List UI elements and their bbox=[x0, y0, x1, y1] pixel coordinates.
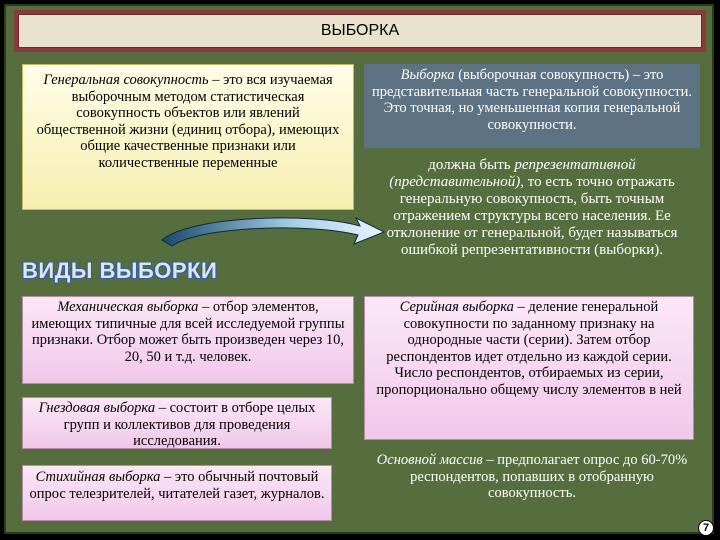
serial-sample-box bbox=[364, 296, 694, 440]
spontaneous-sample-box bbox=[22, 465, 332, 521]
types-heading: ВИДЫ ВЫБОРКИ bbox=[22, 258, 218, 283]
main-array-text bbox=[372, 452, 692, 508]
representativeness-text bbox=[364, 155, 700, 279]
spontaneous-sample-text: – это обычный почтовый опрос телезрителей, читателей газет, журналов. bbox=[29, 469, 325, 502]
sample-definition-box bbox=[364, 64, 700, 148]
nest-sample-term: Гнездовая выборка bbox=[38, 400, 156, 416]
representativeness-before: должна быть bbox=[428, 157, 515, 173]
main-array-text-body: – предполагает опрос до 60-70% респондентов, попавших в отобранную совокупность. bbox=[410, 452, 688, 501]
mechanical-sample-box bbox=[22, 296, 354, 384]
spontaneous-sample-term: Стихийная выборка bbox=[35, 469, 161, 485]
mechanical-sample-text: – отбор элементов, имеющих типичные для всей исследуемой группы признаки. Отбор может быть произведен через 10, 20, 50 и т.д. человек. bbox=[31, 299, 345, 365]
general-population-box bbox=[22, 64, 354, 210]
nest-sample-text: – состоит в отборе целых групп и коллективов для проведения исследования. bbox=[63, 400, 316, 449]
representativeness-term: репрезентативной (представительной), bbox=[389, 157, 636, 190]
main-array-term: Основной массив bbox=[376, 452, 483, 468]
title-bar bbox=[14, 10, 706, 52]
general-population-text: – это вся изучаемая выборочным методом статистическая совокупность объектов или явлений общественной жизни (единиц отбора), имеющих общие качественные признаки или количественные переменные bbox=[36, 72, 340, 171]
sample-definition-term: Выборка bbox=[400, 67, 455, 83]
slide-title: ВЫБОРКА bbox=[18, 14, 702, 48]
general-population-term: Генеральная совокупность bbox=[43, 72, 209, 88]
page-number: 7 bbox=[698, 520, 714, 536]
sample-definition-text: (выборочная совокупность) – это представительная часть генеральной совокупности. Это точная, но уменьшенная копия генеральной совокупности. bbox=[372, 67, 692, 133]
serial-sample-text: – деление генеральной совокупности по заданному признаку на однородные части (серии). Затем отбор респондентов идет отдельно из каждой серии. Число респондентов, отбираемых из серии, пропорционально общему числу элементов в ней bbox=[376, 299, 682, 398]
curved-arrow-icon bbox=[150, 210, 390, 256]
representativeness-after: то есть точно отражать генеральную совокупность, быть точным отражением структуры всего населения. Ее отклонение от генеральной, будет называться ошибкой репрезентативности (выборки). bbox=[386, 174, 678, 258]
mechanical-sample-term: Механическая выборка bbox=[57, 299, 199, 315]
nest-sample-box bbox=[22, 397, 332, 449]
serial-sample-term: Серийная выборка bbox=[399, 299, 514, 315]
